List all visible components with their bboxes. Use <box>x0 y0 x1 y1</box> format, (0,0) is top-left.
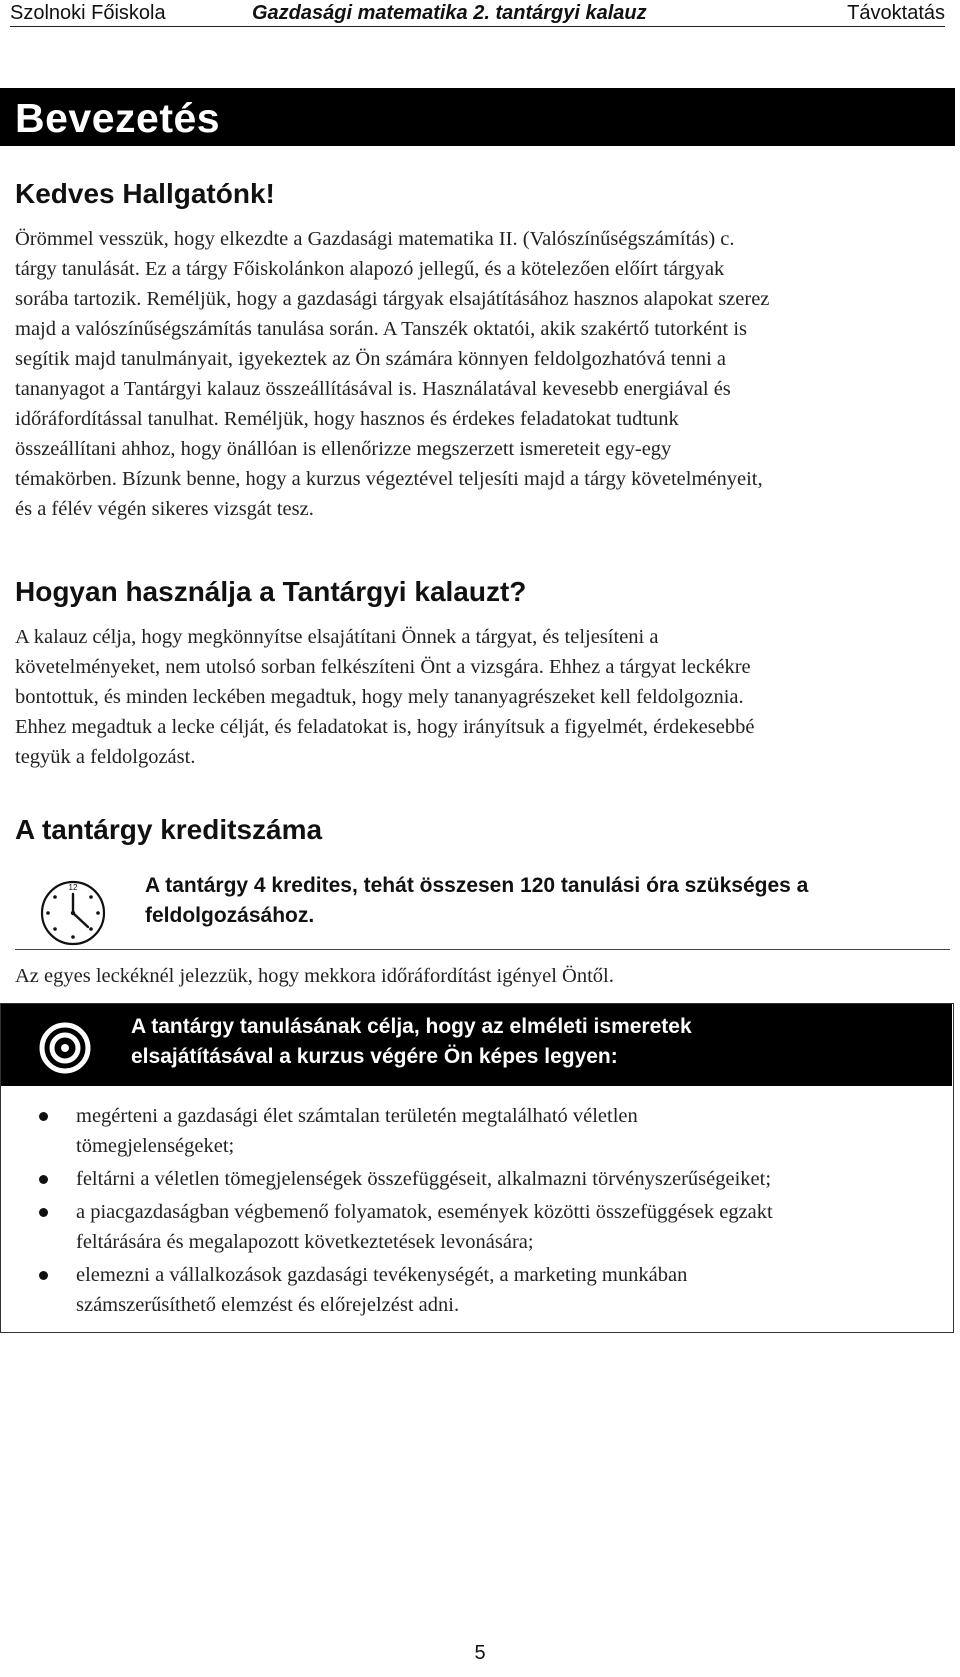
list-item-line: feltárására és megalapozott következtetések levonására; <box>76 1231 534 1253</box>
usage-heading: Hogyan használja a Tantárgyi kalauzt? <box>15 576 527 607</box>
paragraph-line: tegyük a feldolgozást. <box>15 746 196 768</box>
list-item <box>1 1164 951 1194</box>
list-item-line: elemezni a vállalkozások gazdasági tevékenységét, a marketing munkában <box>76 1264 688 1286</box>
goals-header-line: A tantárgy tanulásának célja, hogy az elméleti ismeretek <box>131 1015 692 1038</box>
header-course-title: Gazdasági matematika 2. tantárgyi kalauz <box>252 2 647 24</box>
paragraph-line: Örömmel vesszük, hogy elkezdte a Gazdasági matematika II. (Valószínűségszámítás) c. <box>15 228 735 250</box>
credits-callout-box <box>15 865 950 950</box>
goals-header-bar <box>1 1004 952 1086</box>
header-institution: Szolnoki Főiskola <box>10 2 166 24</box>
credits-note <box>15 961 945 991</box>
callout-line: feldolgozásához. <box>145 904 315 927</box>
credits-heading: A tantárgy kreditszáma <box>15 814 323 845</box>
list-item <box>1 1260 951 1320</box>
paragraph-line: tananyagot a Tantárgyi kalauz összeállításával is. Használatával kevesebb energiával és <box>15 378 731 400</box>
chapter-title: Bevezetés <box>15 95 221 141</box>
paragraph-line: majd a valószínűségszámítás tanulása során. A Tanszék oktatói, akik szakértő tutorként is <box>15 318 748 340</box>
learning-goals-box <box>0 1003 954 1333</box>
paragraph-line: tárgy tanulását. Ez a tárgy Főiskolánkon alapozó jellegű, és a kötelezően előírt tárgyak <box>15 258 725 280</box>
chapter-title-bar <box>0 88 955 146</box>
paragraph-line: bontottuk, és minden leckében megadtuk, hogy mely tananyagrészeket kell feldolgoznia. <box>15 686 744 708</box>
greeting-heading: Kedves Hallgatónk! <box>15 178 275 209</box>
paragraph-line: időráfordítással tanulhat. Reméljük, hogy hasznos és érdekes feladatokat tudtunk <box>15 408 679 430</box>
clock-icon <box>35 875 111 951</box>
list-item-line: számszerűsíthető elemzést és előrejelzést adni. <box>76 1294 460 1316</box>
paragraph-line: összeállítani ahhoz, hogy önállóan is ellenőrizze megszerzett ismereteit egy-egy <box>15 438 672 460</box>
bullet-icon <box>39 1175 48 1184</box>
list-item-line: tömegjelenségeket; <box>76 1135 235 1157</box>
target-icon <box>39 1022 91 1074</box>
list-item <box>1 1101 951 1161</box>
greeting-paragraph <box>15 224 945 524</box>
list-item-line: a piacgazdaságban végbemenő folyamatok, események közötti összefüggések egzakt <box>76 1201 773 1223</box>
goals-list <box>1 1101 951 1323</box>
goals-icon-cell <box>1 1004 129 1086</box>
paragraph-line: témakörben. Bízunk benne, hogy a kurzus végeztével teljesíti majd a tárgy követelményeit, <box>15 468 763 490</box>
bullet-icon <box>39 1208 48 1217</box>
bullet-icon <box>39 1271 48 1280</box>
paragraph-line: Ehhez megadtuk a lecke célját, és feladatokat is, hogy irányítsuk a figyelmét, érdekesebbé <box>15 716 755 738</box>
paragraph-line: segítik majd tanulmányait, igyekeztek az Ön számára könnyen feldolgozhatóvá tenni a <box>15 348 726 370</box>
header-study-mode: Távoktatás <box>847 2 945 24</box>
credits-callout-text <box>145 871 945 931</box>
paragraph-line: Az egyes leckéknél jelezzük, hogy mekkora időráfordítást igényel Öntől. <box>15 965 614 987</box>
callout-line: A tantárgy 4 kredites, tehát összesen 120 tanulási óra szükséges a <box>145 874 809 897</box>
list-item-line: feltárni a véletlen tömegjelenségek összefüggéseit, alkalmazni törvényszerűségeiket; <box>76 1168 772 1190</box>
list-item-line: megérteni a gazdasági élet számtalan területén megtalálható véletlen <box>76 1105 638 1127</box>
usage-paragraph <box>15 622 945 772</box>
running-header <box>10 2 945 27</box>
goals-header-text <box>131 1012 951 1072</box>
goals-header-line: elsajátításával a kurzus végére Ön képes legyen: <box>131 1045 618 1068</box>
clock-numeral: 12 <box>68 883 78 892</box>
list-item <box>1 1197 951 1257</box>
paragraph-line: követelményeket, nem utolsó sorban felkészíteni Önt a vizsgára. Ehhez a tárgyat leckékre <box>15 656 751 678</box>
paragraph-line: A kalauz célja, hogy megkönnyítse elsajátítani Önnek a tárgyat, és teljesíteni a <box>15 626 659 648</box>
bullet-icon <box>39 1112 48 1121</box>
paragraph-line: sorába tartozik. Reméljük, hogy a gazdasági tárgyak elsajátításához hasznos alapokat szerez <box>15 288 770 310</box>
paragraph-line: és a félév végén sikeres vizsgát tesz. <box>15 498 314 520</box>
page-number: 5 <box>474 1642 486 1664</box>
